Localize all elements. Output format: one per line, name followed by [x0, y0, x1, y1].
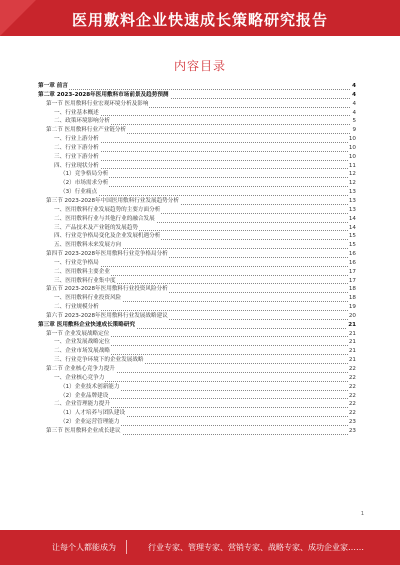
- toc-entry-page: 5: [352, 118, 356, 125]
- toc-entry-text: 第三节 医用敷料企业成长建议: [46, 427, 121, 434]
- toc-entry-page: 23: [348, 427, 356, 434]
- toc-entry-text: 一、企业发展战略定位: [54, 339, 110, 346]
- toc-entry-text: 二、企业管理能力提升: [54, 401, 110, 408]
- toc-entry[interactable]: [38, 427, 356, 436]
- toc-entry-page: 4: [352, 100, 356, 107]
- toc-entry-text: （1）企业技术创新能力: [60, 383, 120, 390]
- toc-heading: 内容目录: [173, 59, 226, 73]
- toc-entry-page: 16: [348, 251, 356, 258]
- toc-entry-page: 21: [348, 330, 356, 337]
- toc-entry-page: 21: [348, 321, 356, 328]
- footer-slogan-right: 行业专家、管理专家、营销专家、战略专家、成功企业家……: [148, 543, 364, 552]
- toc-entry-page: 14: [348, 224, 356, 231]
- table-of-contents: [38, 82, 356, 436]
- toc-entry-page: 13: [348, 206, 356, 213]
- toc-entry-text: 二、医用敷料主要企业: [54, 268, 110, 275]
- toc-entry-text: 四、行业现状分析: [54, 162, 99, 169]
- toc-entry-text: 第二节 企业核心竞争力提升: [46, 366, 115, 372]
- toc-entry-page: 4: [352, 83, 356, 89]
- report-title: 医用敷料企业快速成长策略研究报告: [71, 11, 328, 29]
- toc-entry-text: 一、行业竞争格局: [54, 259, 99, 266]
- toc-entry-text: 三、医用敷料行业集中度: [54, 277, 116, 284]
- toc-entry-page: 12: [348, 171, 356, 178]
- toc-entry-text: 三、行业下游分析: [54, 153, 99, 160]
- toc-entry-text: 二、企业市场发展战略: [54, 348, 110, 355]
- toc-entry-text: 二、行业下游分析: [54, 144, 99, 151]
- toc-entry-text: 二、政策环境影响分析: [54, 118, 110, 125]
- toc-entry-page: 21: [348, 348, 356, 355]
- toc-entry-page: 17: [348, 277, 356, 284]
- report-header: [0, 0, 400, 36]
- toc-entry-page: 22: [348, 401, 356, 408]
- toc-entry-text: 第一章 前言: [38, 83, 68, 89]
- toc-entry-text: 一、行业基本概述: [54, 109, 99, 116]
- toc-entry-page: 23: [348, 419, 356, 426]
- toc-entry-text: （3）行业痛点: [60, 189, 98, 196]
- toc-entry-text: 第一节 企业发展战略定位: [46, 330, 110, 337]
- toc-entry-page: 17: [348, 268, 356, 275]
- toc-entry-text: 三、产品技术及产业链的发展趋势: [54, 224, 138, 231]
- toc-entry-text: 第二章 2023-2028年医用敷料市场前景及趋势预测: [38, 91, 169, 98]
- toc-entry-page: 10: [348, 153, 356, 160]
- toc-entry-page: 22: [348, 366, 356, 372]
- toc-entry-text: 第三节 2023-2028年中国医用敷料行业发展趋势分析: [46, 197, 179, 204]
- toc-entry-page: 9: [352, 127, 356, 134]
- toc-entry-page: 20: [348, 312, 356, 319]
- toc-entry-text: 五、医用敷料未来发展方向: [54, 242, 122, 249]
- footer-slogan-left: 让每个人都能成为: [52, 543, 116, 552]
- toc-entry-text: 第五节 2023-2028年医用敷料行业投资风险分析: [46, 286, 168, 293]
- toc-entry-text: 一、行业上游分析: [54, 136, 99, 143]
- toc-entry-page: 4: [352, 91, 356, 98]
- toc-entry-page: 19: [348, 304, 356, 311]
- toc-entry-text: 一、医用敷料行业投资风险: [54, 295, 122, 302]
- toc-entry-text: 三、行业竞争环境下的企业发展战略: [54, 357, 144, 364]
- toc-entry-text: 第二节 医用敷料行业产业链分析: [46, 127, 127, 134]
- toc-entry-page: 10: [348, 136, 356, 143]
- toc-entry-text: （1）竞争格局分析: [60, 171, 109, 178]
- toc-entry-page: 22: [348, 410, 356, 417]
- toc-entry-page: 21: [348, 357, 356, 364]
- toc-entry-text: （2）企业品牌建设: [60, 392, 109, 399]
- footer-divider: [126, 540, 127, 554]
- toc-entry-page: 10: [348, 144, 356, 151]
- toc-entry-page: 16: [348, 259, 356, 266]
- toc-entry-text: 一、企业核心竞争力: [54, 374, 105, 381]
- report-footer: [0, 530, 400, 565]
- page-number: 1: [360, 511, 364, 517]
- toc-entry-text: 一、医用敷料行业发展趋势的主要方面分析: [54, 206, 161, 213]
- toc-entry-page: 22: [348, 383, 356, 390]
- toc-entry-text: 第四节 2023-2028年医用敷料行业竞争格局分析: [46, 251, 168, 258]
- toc-entry-page: 13: [348, 189, 356, 196]
- toc-entry-page: 14: [348, 215, 356, 222]
- toc-entry-page: 22: [348, 374, 356, 381]
- toc-entry-page: 11: [348, 162, 356, 169]
- toc-entry-page: 21: [348, 339, 356, 346]
- toc-entry-page: 12: [348, 180, 356, 187]
- toc-entry-text: 二、行业规模分析: [54, 304, 99, 311]
- toc-entry-text: 二、医用敷料行业与其他行业的融合发展: [54, 215, 155, 222]
- toc-entry-page: 22: [348, 392, 356, 399]
- toc-entry-text: （2）企业运营管理能力: [60, 419, 120, 426]
- toc-entry-text: 第一节 医用敷料行业宏观环境分析及影响: [46, 100, 149, 107]
- toc-entry-page: 18: [348, 295, 356, 302]
- toc-entry-page: 15: [348, 233, 356, 240]
- toc-entry-page: 15: [348, 242, 356, 249]
- toc-entry-page: 13: [348, 197, 356, 204]
- toc-entry-text: 四、行业竞争格局变化及企业发展机遇分析: [54, 233, 161, 240]
- toc-entry-text: 第六节 2023-2028年医用敷料行业发展战略建议: [46, 312, 168, 319]
- toc-entry-text: （2）市场需求分析: [60, 180, 109, 187]
- toc-entry-page: 18: [348, 286, 356, 293]
- toc-entry-text: 第三章 医用敷料企业快速成长策略研究: [38, 321, 136, 328]
- toc-entry-text: （1）人才培养与团队建设: [60, 410, 126, 417]
- toc-entry-page: 4: [352, 109, 356, 116]
